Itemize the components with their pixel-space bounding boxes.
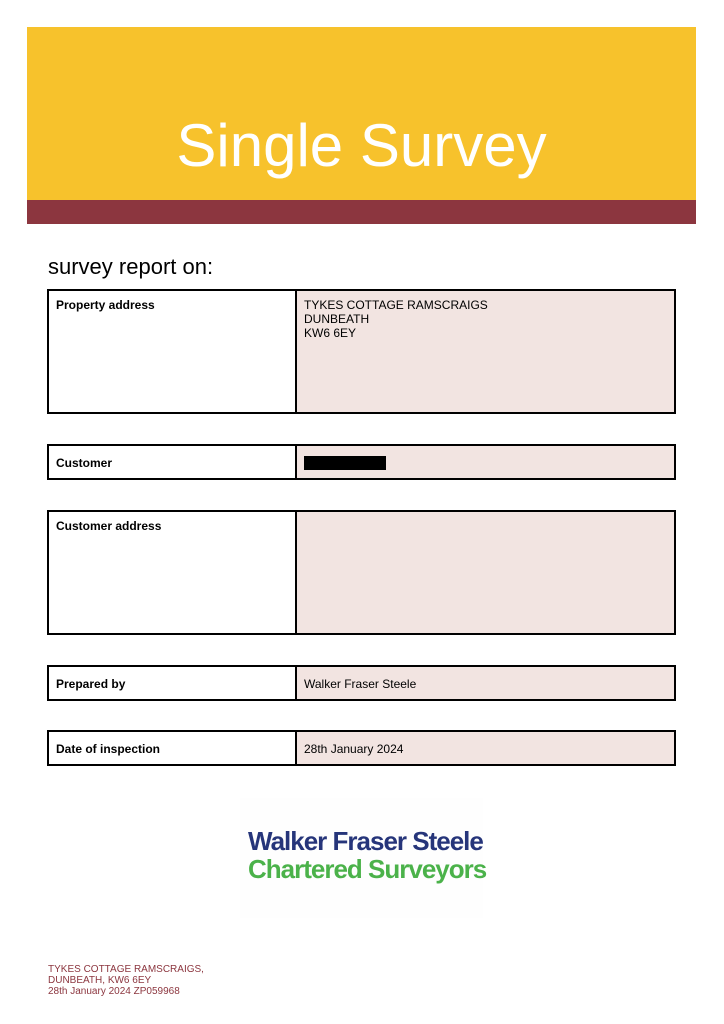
prepared-by-value: Walker Fraser Steele [297,667,674,699]
banner-stripe [27,200,696,224]
redaction-bar [304,456,386,470]
date-of-inspection-value: 28th January 2024 [297,732,674,764]
customer-address-label: Customer address [49,512,297,633]
title-banner [27,27,696,200]
property-address-value [297,291,674,412]
property-address-field [47,289,676,414]
customer-address-field [47,510,676,635]
customer-value [297,446,674,478]
prepared-by-field [47,665,676,701]
footer-line-3: 28th January 2024 ZP059968 [48,986,180,997]
footer-line-1: TYKES COTTAGE RAMSCRAIGS, [48,964,204,975]
property-address-line-1: TYKES COTTAGE RAMSCRAIGS [304,298,488,312]
property-address-label: Property address [49,291,297,412]
property-address-line-2: DUNBEATH [304,312,370,326]
page-footer [48,964,204,997]
date-of-inspection-label: Date of inspection [49,732,297,764]
date-of-inspection-field [47,730,676,766]
customer-label: Customer [49,446,297,478]
footer-line-2: DUNBEATH, KW6 6EY [48,975,152,986]
customer-address-value [297,512,674,633]
company-logo [240,798,487,918]
logo-tagline: Chartered Surveyors [248,854,487,884]
report-subtitle: survey report on: [48,254,214,279]
customer-field [47,444,676,480]
property-address-line-3: KW6 6EY [304,326,357,340]
logo-company-name: Walker Fraser Steele [248,826,483,856]
document-title: Single Survey [176,112,547,179]
prepared-by-label: Prepared by [49,667,297,699]
